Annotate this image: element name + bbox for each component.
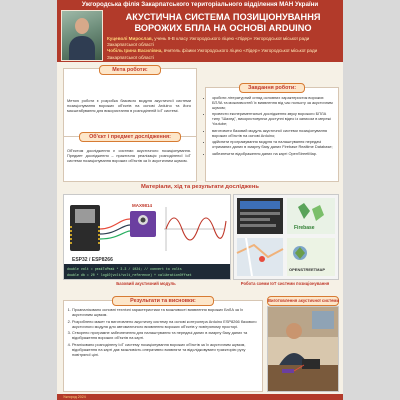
iot-figure <box>233 194 339 280</box>
author-1 <box>107 36 339 48</box>
workshop-photo <box>267 306 339 392</box>
module-caption: Базовий акустичний модуль <box>116 281 176 286</box>
tasks-list <box>207 95 335 157</box>
result-item: 3. Створено програмне забезпечення для налаштування та передачі даних в хмарну базу даних та відображення ворожих об'єктів на карті. <box>72 330 259 340</box>
author-1-name: Куцеволі Мирослав, <box>107 36 153 41</box>
results-list <box>65 307 259 358</box>
circuit-diagram <box>64 195 230 279</box>
title-line-2: ВОРОЖИХ БПЛА НА ОСНОВІ ARDUINO <box>134 22 312 33</box>
author-1-desc: учень 9-В класу Ужгородського ліцею «Лідер» Ужгородської міської ради Закарпатської області <box>107 36 310 48</box>
mic-label: MAX9814 <box>132 203 153 208</box>
footer-text: Ужгород 2024 <box>63 395 86 399</box>
result-item: 1. Проаналізовано основні технічні характеристики та можливості виявлення ворожих БпЛА за їх акустичним шумом. <box>72 307 259 317</box>
circuit-figure <box>63 194 231 280</box>
task-item: • провести експериментальні дослідження звуку ворожого БПЛА типу "Шахед", використовуючи доступні відео із записом в мережі Youtube; <box>212 111 335 126</box>
task-item: • виготовити базовий модуль акустичної системи позиціонування ворожих об'єктів на основі Arduino; <box>212 128 335 138</box>
object-banner: Об'єкт і предмет дослідження: <box>79 132 181 142</box>
author-2 <box>107 48 339 60</box>
poster-body <box>57 62 343 400</box>
firebase-label: Firebase <box>294 225 315 231</box>
poster-title <box>107 12 339 33</box>
result-item: 4. Реалізовано розподілену IoT систему позиціонування ворожих об'єктів за їх акустичним шумом, відображення на карті дає можливість оперативно виявляти та відслідковувати траєкторію руху повітряної цілі. <box>72 342 259 357</box>
photo-banner: Виготовлення акустичної системи <box>267 296 339 306</box>
poster <box>57 0 343 400</box>
code-line-2: double db = 20 * log10(volt/volt_reference) + calibrationOffset <box>67 273 192 277</box>
author-photo-head <box>75 18 89 34</box>
poster-header <box>57 0 343 62</box>
author-photo <box>61 10 103 61</box>
author-photo-torso <box>69 36 95 60</box>
task-item: • здійснити програмування модуля та налаштування передачі отриманих даних в хмарну базу даних Firebase Realtime Database; <box>212 139 335 149</box>
goal-banner: Мета роботи: <box>99 65 161 75</box>
osm-label: OPENSTREETMAP <box>289 267 326 272</box>
goal-text: Метою роботи є розробка базового модуля акустичної системи позиціонування ворожих об'єктів на основі Arduino та його масштабування для використання в розподіленій IoT системі. <box>67 98 191 113</box>
title-line-1: АКУСТИЧНА СИСТЕМА ПОЗИЦІОНУВАННЯ <box>125 12 321 22</box>
author-2-desc: вчитель фізики Ужгородського ліцею «Лідер» Ужгородської міської ради Закарпатської області <box>107 48 318 60</box>
code-line-1: double volt = peakToPeak * 3.3 / 1024; // convert to volts <box>67 267 182 271</box>
workshop-photo-art <box>268 307 338 391</box>
organization-line: Ужгородська філія Закарпатського територіального відділення МАН України <box>81 1 319 8</box>
person-head <box>286 323 302 339</box>
board-label: ESP32 / ESP8266 <box>72 257 113 263</box>
iot-screenshots <box>234 195 338 279</box>
tasks-banner: Завдання роботи: <box>239 83 305 93</box>
materials-title: Матеріали, хід та результати досліджень <box>141 184 259 190</box>
iot-caption: Робота схеми IoT системи позиціонування <box>240 281 330 286</box>
object-text: Об'єктом дослідження є системи акустичного позиціонування. Предмет дослідження – практична реалізація розподіленої IoT системи позиціонування ворожих об'єктів за їх акустичним шумом. <box>67 148 191 163</box>
task-item: • зробити літературний огляд основних характеристик ворожих БПЛА та можливостей їх виявлення від час польоту за акустичним шумом; <box>212 95 335 110</box>
footer-bar <box>57 394 343 400</box>
author-2-name: Чобіль Ірина Василівна, <box>107 48 163 54</box>
authors-block <box>107 36 339 61</box>
result-item: 2. Розроблено макет та виготовлено акустичну систему на основі контролера Arduino ESP8266 базового акустичного модуля для автоматичного виявлення ворожих об'єктів у повітряному просторі. <box>72 319 259 329</box>
task-item: • забезпечити відображення даних на карті OpenStreetMap. <box>212 151 335 156</box>
results-banner: Результати та висновки: <box>112 296 214 306</box>
